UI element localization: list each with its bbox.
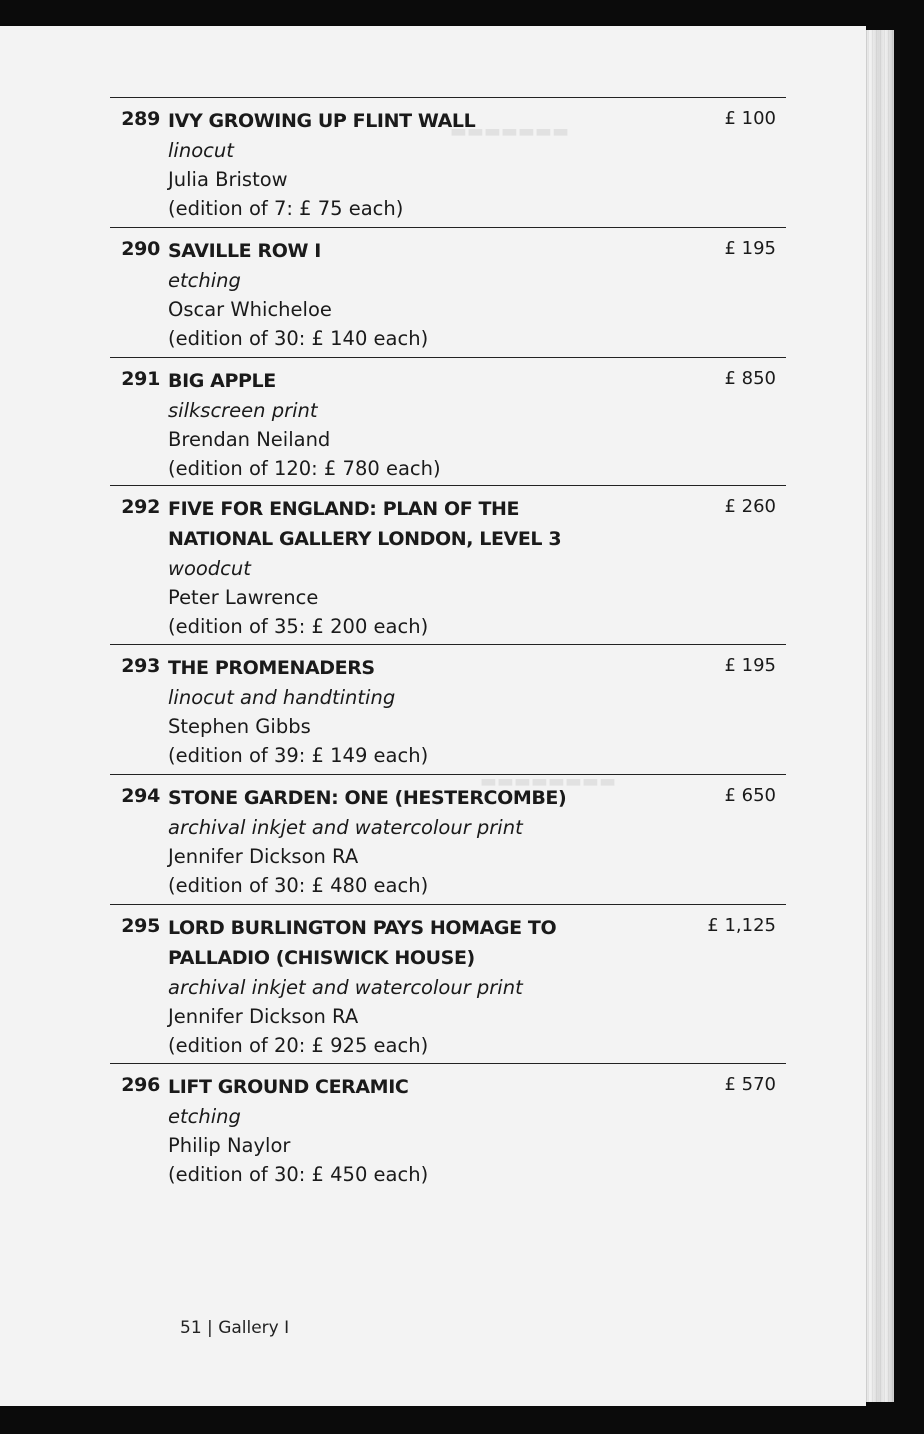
entry-title: LORD BURLINGTON PAYS HOMAGE TO PALLADIO (CHISWICK HOUSE) [168, 917, 557, 969]
show-through-text: ▬▬▬▬▬▬▬ [450, 121, 570, 142]
entry-title: IVY GROWING UP FLINT WALL [168, 110, 476, 132]
catalogue-entry [110, 774, 786, 904]
entry-number: 291 [121, 368, 160, 390]
entry-edition: (edition of 120: £ 780 each) [168, 457, 441, 480]
entry-title: FIVE FOR ENGLAND: PLAN OF THE NATIONAL GALLERY LONDON, LEVEL 3 [168, 498, 562, 550]
catalogue-entry [110, 357, 786, 485]
entry-artist: Oscar Whicheloe [168, 298, 332, 321]
entry-price: £ 1,125 [707, 915, 776, 936]
entry-medium: etching [168, 1105, 241, 1128]
page-number: 51 [180, 1318, 202, 1338]
entry-edition: (edition of 30: £ 140 each) [168, 327, 429, 350]
entry-edition: (edition of 30: £ 480 each) [168, 874, 429, 897]
entry-price: £ 570 [724, 1074, 776, 1095]
entry-title: STONE GARDEN: ONE (HESTERCOMBE) [168, 787, 567, 809]
entry-edition: (edition of 20: £ 925 each) [168, 1034, 429, 1057]
catalogue-entry [110, 904, 786, 1063]
entry-artist: Jennifer Dickson RA [168, 1005, 359, 1028]
entry-title: SAVILLE ROW I [168, 240, 321, 262]
entry-artist: Jennifer Dickson RA [168, 845, 359, 868]
entry-number: 296 [121, 1074, 160, 1096]
entry-price: £ 195 [724, 238, 776, 259]
entry-edition: (edition of 7: £ 75 each) [168, 197, 404, 220]
entry-artist: Stephen Gibbs [168, 715, 311, 738]
entry-medium: silkscreen print [168, 399, 318, 422]
entry-medium: linocut [168, 139, 234, 162]
entry-number: 289 [121, 108, 160, 130]
entry-price: £ 100 [724, 108, 776, 129]
entry-number: 292 [121, 496, 160, 518]
entry-number: 295 [121, 915, 160, 937]
catalogue-entry [110, 227, 786, 357]
entry-medium: archival inkjet and watercolour print [168, 816, 523, 839]
entry-price: £ 260 [724, 496, 776, 517]
catalogue-entry [110, 644, 786, 774]
entry-medium: woodcut [168, 557, 251, 580]
entry-title: LIFT GROUND CERAMIC [168, 1076, 409, 1098]
entry-artist: Brendan Neiland [168, 428, 331, 451]
entry-edition: (edition of 35: £ 200 each) [168, 615, 429, 638]
entry-number: 294 [121, 785, 160, 807]
entry-price: £ 195 [724, 655, 776, 676]
entry-price: £ 850 [724, 368, 776, 389]
entry-number: 290 [121, 238, 160, 260]
entry-medium: etching [168, 269, 241, 292]
entry-medium: linocut and handtinting [168, 686, 396, 709]
show-through-text: ▬▬▬▬▬▬▬▬ [480, 771, 617, 792]
page-footer [180, 1318, 289, 1338]
entry-edition: (edition of 39: £ 149 each) [168, 744, 429, 767]
catalogue-entry [110, 485, 786, 644]
entry-edition: (edition of 30: £ 450 each) [168, 1163, 429, 1186]
catalogue-entry [110, 97, 786, 227]
entry-artist: Philip Naylor [168, 1134, 291, 1157]
footer-separator: | [207, 1318, 213, 1338]
catalogue-entries [110, 97, 786, 1193]
entry-medium: archival inkjet and watercolour print [168, 976, 523, 999]
entry-artist: Peter Lawrence [168, 586, 319, 609]
entry-artist: Julia Bristow [168, 168, 288, 191]
entry-title: THE PROMENADERS [168, 657, 375, 679]
section-name: Gallery I [218, 1318, 290, 1338]
entry-price: £ 650 [724, 785, 776, 806]
entry-number: 293 [121, 655, 160, 677]
entry-title: BIG APPLE [168, 370, 276, 392]
catalogue-entry [110, 1063, 786, 1193]
